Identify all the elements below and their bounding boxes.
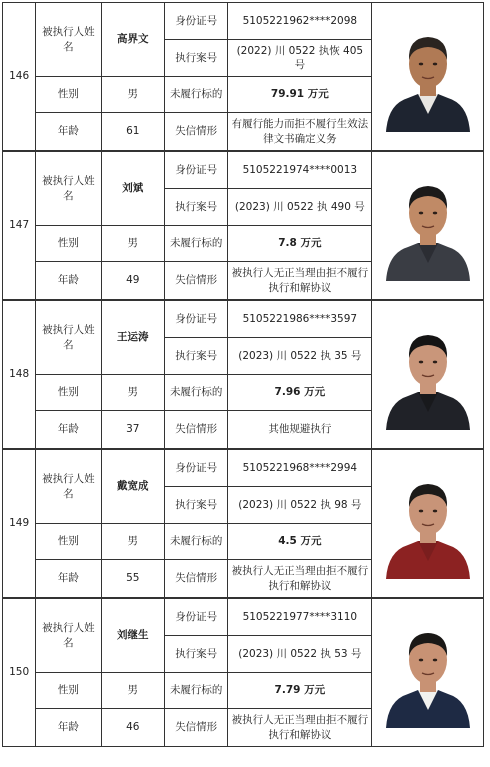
name-label: 被执行人姓名 <box>36 152 101 226</box>
age-label: 年龄 <box>36 709 101 747</box>
amount-value: 79.91 万元 <box>228 77 372 113</box>
record-table <box>2 449 484 598</box>
amount-value: 4.5 万元 <box>228 524 372 560</box>
id-number: 5105221986****3597 <box>228 301 372 338</box>
record-number: 147 <box>3 152 36 300</box>
name-label: 被执行人姓名 <box>36 450 101 524</box>
situation-value: 被执行人无正当理由拒不履行执行和解协议 <box>228 709 372 747</box>
amount-label: 未履行标的 <box>165 524 228 560</box>
person-photo <box>372 152 484 300</box>
person-name: 戴宽成 <box>101 450 164 524</box>
age-label: 年龄 <box>36 411 101 449</box>
gender-value: 男 <box>101 673 164 709</box>
gender-label: 性别 <box>36 77 101 113</box>
gender-label: 性别 <box>36 226 101 262</box>
case-number: (2023) 川 0522 执 490 号 <box>228 189 372 226</box>
id-label: 身份证号 <box>165 3 228 40</box>
portrait-image <box>378 22 478 132</box>
record-table <box>2 598 484 747</box>
situation-label: 失信情形 <box>165 113 228 151</box>
id-label: 身份证号 <box>165 599 228 636</box>
person-photo <box>372 3 484 151</box>
name-label: 被执行人姓名 <box>36 599 101 673</box>
amount-value: 7.8 万元 <box>228 226 372 262</box>
gender-label: 性别 <box>36 673 101 709</box>
person-name: 刘斌 <box>101 152 164 226</box>
record-number: 149 <box>3 450 36 598</box>
gender-value: 男 <box>101 226 164 262</box>
person-name: 王运涛 <box>101 301 164 375</box>
case-number: (2023) 川 0522 执 98 号 <box>228 487 372 524</box>
record-number: 146 <box>3 3 36 151</box>
age-value: 55 <box>101 560 164 598</box>
situation-value: 被执行人无正当理由拒不履行执行和解协议 <box>228 560 372 598</box>
case-number: (2023) 川 0522 执 35 号 <box>228 338 372 375</box>
gender-label: 性别 <box>36 524 101 560</box>
portrait-image <box>378 171 478 281</box>
amount-value: 7.79 万元 <box>228 673 372 709</box>
id-label: 身份证号 <box>165 152 228 189</box>
case-number: (2023) 川 0522 执 53 号 <box>228 636 372 673</box>
gender-value: 男 <box>101 375 164 411</box>
gender-value: 男 <box>101 524 164 560</box>
record-number: 150 <box>3 599 36 747</box>
situation-value: 有履行能力而拒不履行生效法律文书确定义务 <box>228 113 372 151</box>
case-label: 执行案号 <box>165 189 228 226</box>
situation-label: 失信情形 <box>165 411 228 449</box>
situation-label: 失信情形 <box>165 709 228 747</box>
case-label: 执行案号 <box>165 636 228 673</box>
gender-label: 性别 <box>36 375 101 411</box>
name-label: 被执行人姓名 <box>36 301 101 375</box>
situation-label: 失信情形 <box>165 262 228 300</box>
id-number: 5105221977****3110 <box>228 599 372 636</box>
id-label: 身份证号 <box>165 450 228 487</box>
case-number: (2022) 川 0522 执恢 405 号 <box>228 40 372 77</box>
amount-label: 未履行标的 <box>165 226 228 262</box>
record-table <box>2 2 484 151</box>
age-value: 49 <box>101 262 164 300</box>
case-label: 执行案号 <box>165 40 228 77</box>
person-photo <box>372 301 484 449</box>
record-number: 148 <box>3 301 36 449</box>
age-value: 37 <box>101 411 164 449</box>
person-photo <box>372 450 484 598</box>
situation-label: 失信情形 <box>165 560 228 598</box>
age-label: 年龄 <box>36 262 101 300</box>
amount-value: 7.96 万元 <box>228 375 372 411</box>
age-label: 年龄 <box>36 560 101 598</box>
record-document <box>2 2 488 747</box>
amount-label: 未履行标的 <box>165 375 228 411</box>
record-table <box>2 151 484 300</box>
age-value: 61 <box>101 113 164 151</box>
age-label: 年龄 <box>36 113 101 151</box>
person-name: 高界文 <box>101 3 164 77</box>
gender-value: 男 <box>101 77 164 113</box>
id-number: 5105221974****0013 <box>228 152 372 189</box>
amount-label: 未履行标的 <box>165 673 228 709</box>
portrait-image <box>378 469 478 579</box>
person-photo <box>372 599 484 747</box>
situation-value: 被执行人无正当理由拒不履行执行和解协议 <box>228 262 372 300</box>
case-label: 执行案号 <box>165 338 228 375</box>
name-label: 被执行人姓名 <box>36 3 101 77</box>
amount-label: 未履行标的 <box>165 77 228 113</box>
situation-value: 其他规避执行 <box>228 411 372 449</box>
age-value: 46 <box>101 709 164 747</box>
id-number: 5105221968****2994 <box>228 450 372 487</box>
portrait-image <box>378 618 478 728</box>
id-label: 身份证号 <box>165 301 228 338</box>
id-number: 5105221962****2098 <box>228 3 372 40</box>
portrait-image <box>378 320 478 430</box>
record-table <box>2 300 484 449</box>
case-label: 执行案号 <box>165 487 228 524</box>
person-name: 刘继生 <box>101 599 164 673</box>
